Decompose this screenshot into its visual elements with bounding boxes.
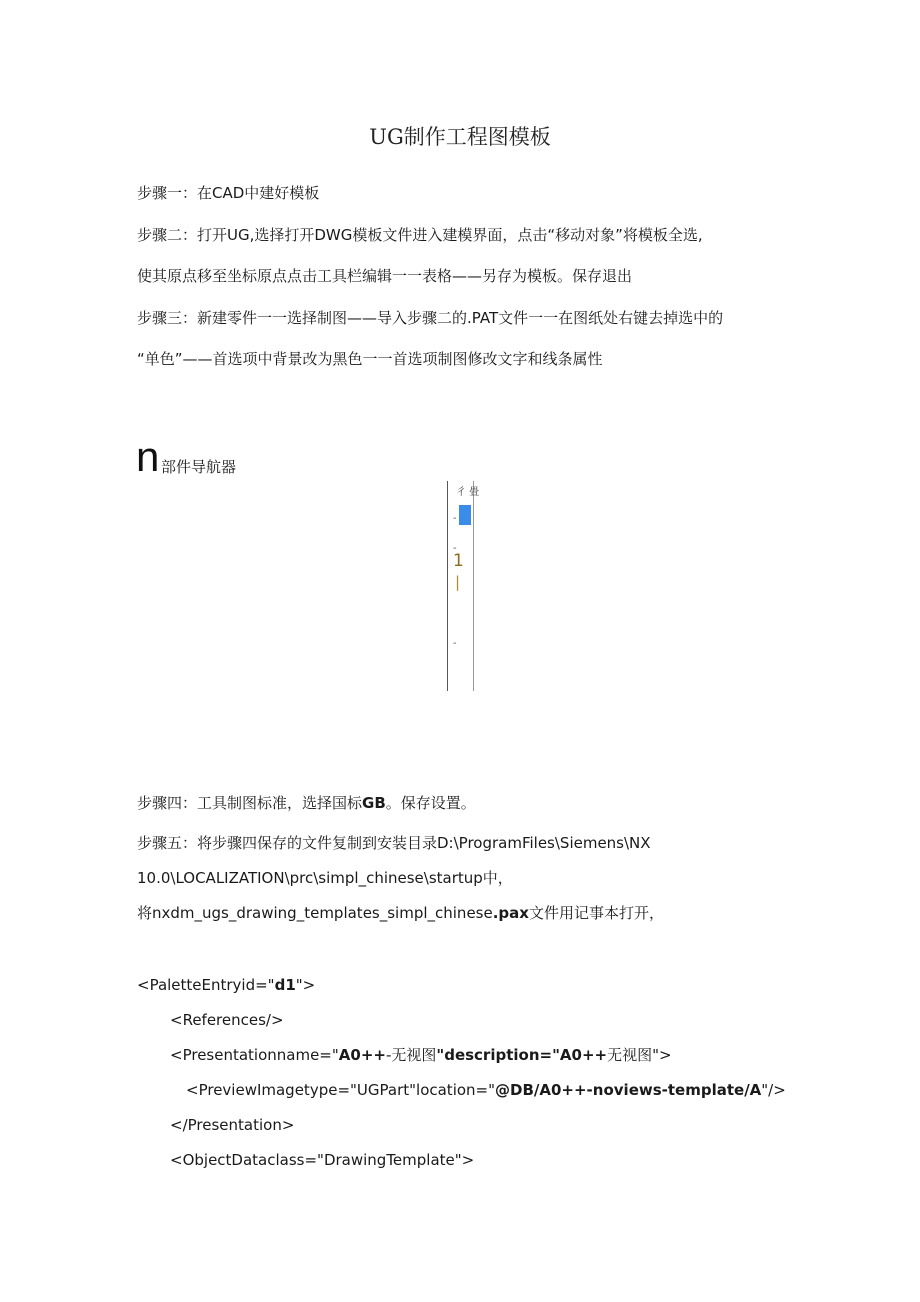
step-1: 步骤一：在CAD中建好模板 <box>137 184 320 202</box>
navigator-mark: - <box>453 638 457 649</box>
code-line-2: <References/> <box>170 1011 284 1029</box>
code-line-5: </Presentation> <box>170 1116 295 1134</box>
navigator-mark: - <box>453 513 457 524</box>
code-line-3: <Presentationname="A0++-无视图"description="A0++无视图"> <box>170 1046 672 1064</box>
step-5-line-3: 将nxdm_ugs_drawing_templates_simpl_chinese.pax文件用记事本打开， <box>137 904 664 922</box>
navigator-selected-item[interactable] <box>459 505 471 525</box>
step-5-line-2: 10.0\LOCALIZATION\prc\simpl_chinese\startup中， <box>137 869 513 887</box>
code-line-1: <PaletteEntryid="d1"> <box>137 976 316 994</box>
navigator-item: 1 <box>453 551 464 571</box>
navigator-item: | <box>455 573 461 591</box>
step-3-line-1: 步骤三：新建零件一一选择制图——导入步骤二的.PAT文件一一在图纸处右键去掉选中的 <box>137 309 724 327</box>
step-5-line-1: 步骤五：将步骤四保存的文件复制到安装目录D:\ProgramFiles\Siemens\NX <box>137 834 651 852</box>
navigator-glyph: n <box>136 433 160 480</box>
code-line-6: <ObjectDataclass="DrawingTemplate"> <box>170 1151 475 1169</box>
navigator-panel-header: 彳 畳 <box>456 487 480 498</box>
step-4: 步骤四：工具制图标准，选择国标GB。保存设置。 <box>137 794 476 812</box>
page-title: UG制作工程图模板 <box>369 125 551 149</box>
step-2-line-2: 使其原点移至坐标原点点击工具栏编辑一一表格——另存为模板。保存退出 <box>137 267 633 285</box>
part-navigator-label: 部件导航器 <box>161 458 237 476</box>
navigator-mark: - <box>453 543 457 554</box>
step-3-line-2: “单色”——首选项中背景改为黑色一一首选项制图修改文字和线条属性 <box>137 350 603 368</box>
step-2-line-1: 步骤二：打开UG,选择打开DWG模板文件进入建模界面，点击“移动对象”将模板全选, <box>137 226 703 244</box>
code-line-4: <PreviewImagetype="UGPart"location="@DB/A0++-noviews-template/A"/> <box>186 1081 786 1099</box>
